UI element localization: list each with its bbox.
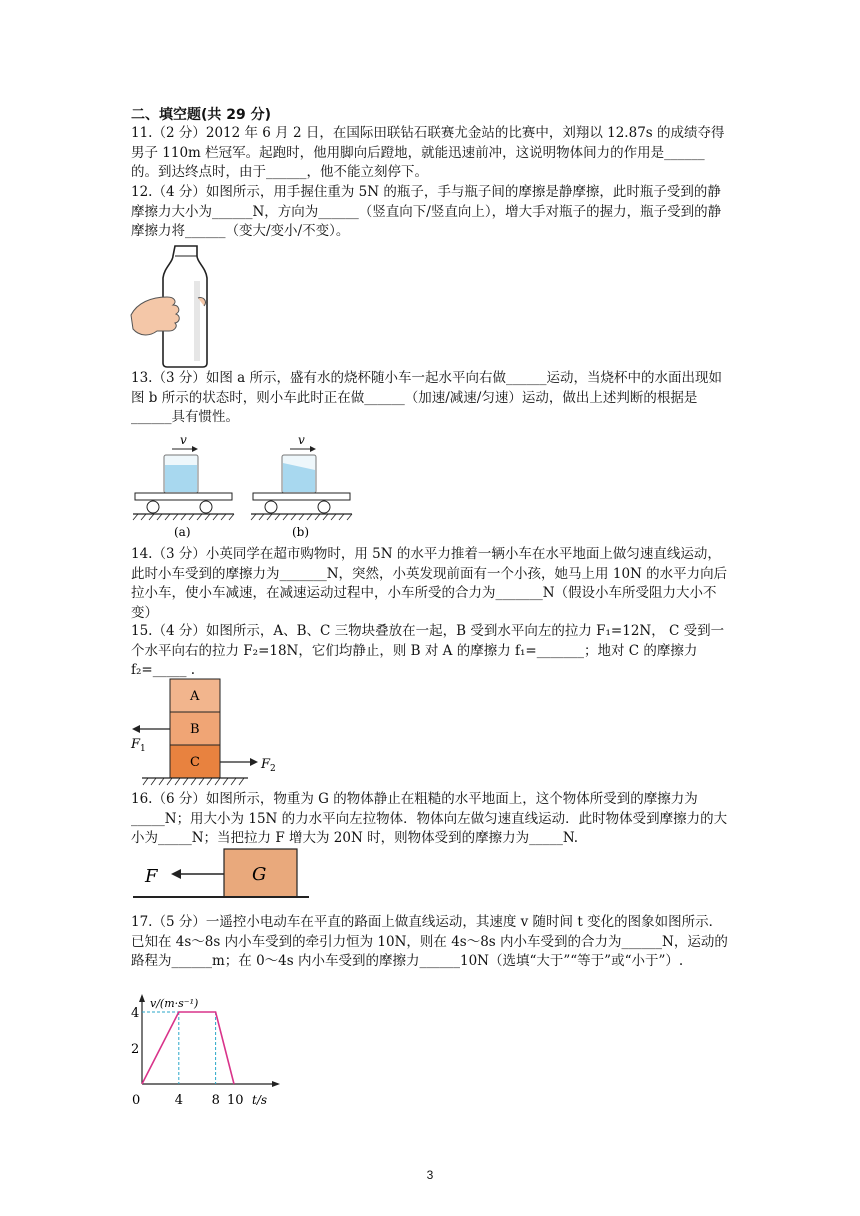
velocity-label-b: v (298, 433, 305, 447)
bottle-hand-figure (128, 243, 218, 368)
velocity-label-a: v (180, 433, 187, 447)
section-title: 二、填空题(共 29 分) (131, 107, 272, 123)
y-tick-label-2: 2 (131, 1042, 140, 1057)
beaker-cart-figure (130, 430, 360, 542)
x-tick-label-4: 4 (174, 1093, 184, 1108)
block-g-label: G (252, 864, 267, 885)
block-b-label: B (190, 722, 200, 737)
force-f2-label: F (261, 757, 271, 772)
question-17: 17.（5 分）一遥控小电动车在平直的路面上做直线运动，其速度 v 随时间 t 变化的图象如图所示．已知在 4s～8s 内小车受到的牵引力恒为 10N，则在 4s～8s 内小车受到的合力为______N，运动的路程为______m；在 0～4s 内小车受到的摩擦力______10N（选填“大于”“等于”或“小于”）. (131, 914, 728, 969)
question-13: 13.（3 分）如图 a 所示，盛有水的烧杯随小车一起水平向右做______运动，当烧杯中的水面出现如图 b 所示的状态时，则小车此时正在做______（加速/减速/匀速）运动，做出上述判断的根据是______具有惯性。 (131, 370, 722, 425)
y-axis-label: v/(m·s⁻¹) (150, 997, 199, 1010)
x-tick-label-0: 0 (132, 1093, 141, 1108)
question-15: 15.（4 分）如图所示，A、B、C 三物块叠放在一起，B 受到水平向左的拉力 F₁=12N， C 受到一个水平向右的拉力 F₂=18N，它们均静止，则 B 对 A 的摩擦力 f₁=_______；地对 C 的摩擦力 f₂=_____ . (131, 623, 725, 678)
block-g-figure (133, 847, 313, 903)
chart-plot (131, 1006, 244, 1108)
question-11: 11.（2 分）2012 年 6 月 2 日，在国际田联钻石联赛尤金站的比赛中，刘翔以 12.87s 的成绩夺得男子 110m 栏冠军。起跑时，他用脚向后蹬地，就能迅速前冲，这说明物体间力的作用是______的。到达终点时，由于______，他不能立刻停下。 (131, 125, 725, 180)
figure-label-b: (b) (292, 525, 310, 539)
question-12: 12.（4 分）如图所示，用手握住重为 5N 的瓶子，手与瓶子间的摩擦是静摩擦，此时瓶子受到的静摩擦力大小为______N，方向为______（竖直向下/竖直向上），增大手对瓶子的握力，瓶子受到的静摩擦力将______（变大/变小/不变）。 (131, 184, 722, 239)
velocity-series-line (142, 1012, 234, 1084)
force-f-label: F (145, 866, 158, 887)
question-16: 16.（6 分）如图所示，物重为 G 的物体静止在粗糙的水平地面上，这个物体所受到的摩擦力为_____N；用大小为 15N 的力水平向左拉物体．物体向左做匀速直线运动．此时物体受到摩擦力的大小为_____N；当把拉力 F 增大为 20N 时，则物体受到的摩擦力为_____N. (131, 791, 728, 846)
question-14: 14.（3 分）小英同学在超市购物时，用 5N 的水平力推着一辆小车在水平地面上做匀速直线运动，此时小车受到的摩擦力为_______N，突然，小英发现前面有一个小孩，她马上用 10N 的水平力向后拉小车，使小车减速，在减速运动过程中，小车所受的合力为_______N（假设小车所受阻力大小不变） (131, 546, 728, 621)
y-tick-label-4: 4 (131, 1006, 140, 1021)
stacked-blocks-figure (128, 676, 278, 788)
figure-label-a: (a) (174, 525, 191, 539)
velocity-time-chart (128, 992, 288, 1110)
page-number: 3 (426, 1168, 434, 1182)
x-tick-label-8: 8 (211, 1093, 220, 1108)
x-tick-label-10: 10 (227, 1093, 244, 1108)
force-f1-subscript: 1 (140, 744, 146, 754)
force-f1-label: F (131, 737, 141, 752)
block-c-label: C (190, 755, 200, 770)
x-axis-label: t/s (252, 1093, 268, 1107)
force-f2-subscript: 2 (270, 764, 276, 774)
block-a-label: A (190, 689, 200, 704)
